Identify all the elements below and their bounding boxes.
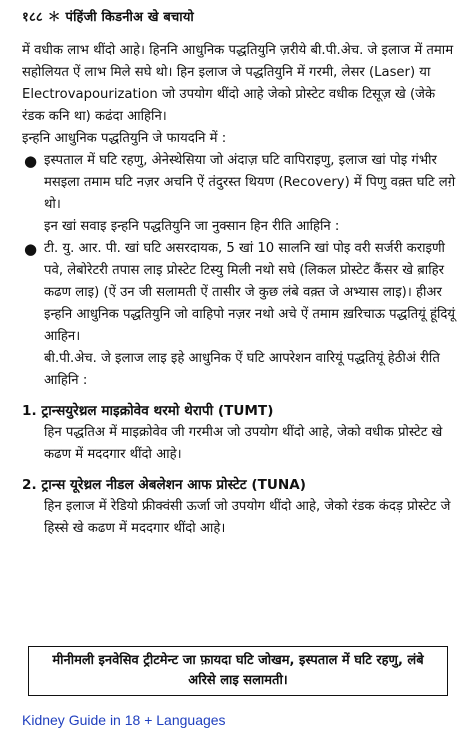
footer-link[interactable]: Kidney Guide in 18 + Languages	[22, 712, 226, 728]
bullet-benefits-text: इस्पताल में घटि रहणु, अेनेस्थेसिया जो अंदाज़ घटि वापिराइणु, इलाज खां पोइ गंभीर मसइला तमाम घटि नज़र अचनि ऐं तंदुरस्त थियण (Recovery) में पिणु वक़्त घटि लग़े थो।	[44, 153, 456, 212]
boxed-summary-note: मीनीमली इनवेसिव ट्रीटमेन्ट जा फ़ायदा घटि जोखम, इस्पताल में घटि रहणु, लंबे अरिसे लाइ सलामती।	[28, 646, 448, 696]
section-tumt-heading: 1. ट्रान्सयुरेथ्रल माइक्रोवेव थरमो थेरापी (TUMT)	[22, 403, 274, 419]
paragraph-drawbacks-lead: इन खां सवाइ इन्हनि पद्धतियुनि जा नुक्सान हिन रीति आहिनि :	[44, 219, 340, 234]
bullet-dot-icon: ●	[24, 240, 38, 258]
paragraph-intro: में वधीक लाभ थींदो आहे। हिननि आधुनिक पद्धतियुनि ज़रीये बी.पी.अेच. जे इलाज में तमाम सहोलियत ऐं लाभ मिले सघे थो। हिन इलाज जे पद्धतियुनि में गरमी, लेसर (Laser) या Electrovapourization जो उपयोग थींदो आहे जेको प्रोस्टेट वधीक टिसूज़ खे (जेके रंडक कनि था) कढंदा आहिनि।	[22, 43, 454, 124]
bullet-drawbacks	[22, 238, 456, 348]
page-header: १८८ ＊ पंहिंजी किडनीअ खे बचायो	[22, 10, 194, 25]
paragraph-benefits-lead: इन्हनि आधुनिक पद्धतियुनि जे फायदनि में :	[22, 131, 227, 146]
section-tuna-heading: 2. ट्रान्स यूरेथ्रल नीडल अेबलेशन आफ प्रोस्टेट (TUNA)	[22, 477, 306, 493]
paragraph-methods-lead: बी.पी.अेच. जे इलाज लाइ इहे आधुनिक ऐं घटि आपरेशन वारियूं पद्धतियूं हेठीअं रीति आहिनि :	[44, 351, 440, 388]
bullet-benefits	[22, 150, 456, 216]
section-tumt-text: हिन पद्धतिअ में माइक्रोवेव जी गरमीअ जो उपयोग थींदो आहे, जेको वधीक प्रोस्टेट खे कढण में मददगार थींदो आहे।	[44, 425, 443, 462]
body-text-block	[22, 40, 456, 540]
section-tuna-text: हिन इलाज में रेडियो फ्रीक्वंसी ऊर्जा जो उपयोग थींदो आहे, जेको रंडक कंदड़ प्रोस्टेट जे हिस्से खे कढण में मददगार थींदो आहे।	[44, 499, 451, 536]
bullet-dot-icon: ●	[24, 152, 38, 170]
bullet-drawbacks-text: टी. यु. आर. पी. खां घटि असरदायक, 5 खां 10 सालनि खां पोइ वरी सर्जरी कराइणी पवे, लेबोरेटरी तपास लाइ प्रोस्टेट टिस्यु मिली नथो सघे (लिकल प्रोस्टेट कैंसर खे ब़ाहिर कढण लाइ) (ऐं उन जी सलामती ऐं तासीर जे कुछ लंबे वक़्त जे अभ्यास लाइ)। हीअर इन्हनि आधुनिक पद्धतियुनि जो वाहिपो नज़र नथो अचे ऐं तमाम ख़रिचाऊ पद्धतियूं हूंदियूं आहिन।	[44, 241, 456, 344]
